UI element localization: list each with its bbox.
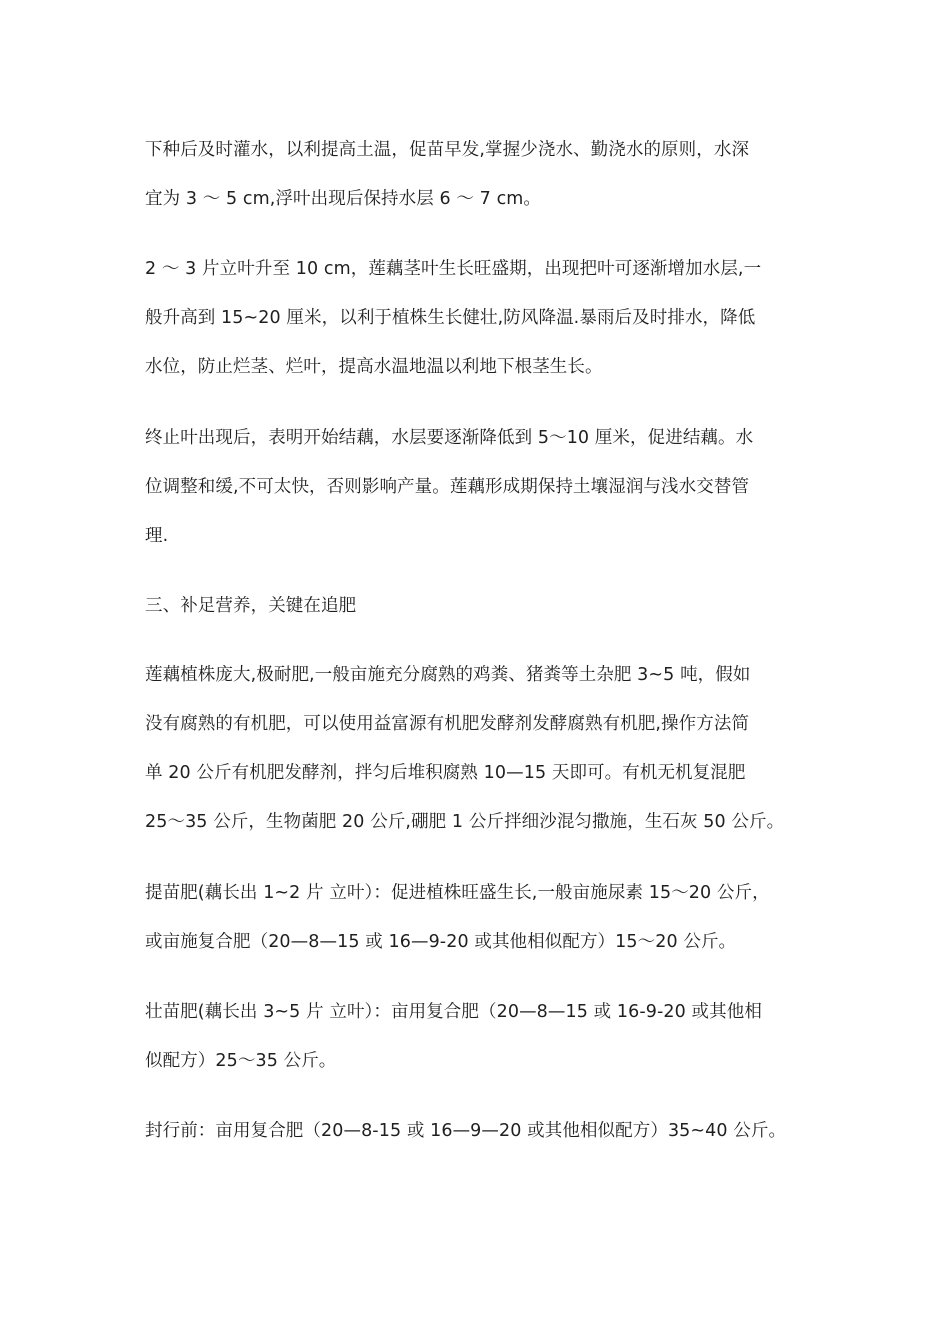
text-line: 般升高到 15~20 厘米，以利于植株生长健壮,防风降温.暴雨后及时排水，降低 xyxy=(145,308,756,328)
text-line: 水位，防止烂茎、烂叶，提高水温地温以利地下根茎生长。 xyxy=(145,357,603,377)
paragraph-irrigation-late xyxy=(145,414,825,561)
paragraph-irrigation-growth xyxy=(145,245,825,392)
section-heading-text: 三、补足营养，关键在追肥 xyxy=(145,596,357,616)
paragraph-strong-seedling-fertilizer xyxy=(145,988,825,1086)
text-line: 壮苗肥(藕长出 3~5 片 立叶）：亩用复合肥（20—8—15 或 16-9-20 或其他相 xyxy=(145,1002,762,1022)
text-line: 似配方）25～35 公斤。 xyxy=(145,1051,337,1071)
text-line: 宜为 3 ～ 5 cm,浮叶出现后保持水层 6 ～ 7 cm。 xyxy=(145,189,542,209)
text-line: 理. xyxy=(145,526,169,546)
text-line: 25～35 公斤，生物菌肥 20 公斤,硼肥 1 公斤拌细沙混匀撒施，生石灰 50 公斤。 xyxy=(145,812,785,832)
section-heading xyxy=(145,582,825,631)
text-line: 莲藕植株庞大,极耐肥,一般亩施充分腐熟的鸡粪、猪粪等土杂肥 3~5 吨，假如 xyxy=(145,665,751,685)
text-line: 封行前：亩用复合肥（20—8-15 或 16—9—20 或其他相似配方）35~40 公斤。 xyxy=(145,1121,787,1141)
text-line: 单 20 公斤有机肥发酵剂，拌匀后堆积腐熟 10—15 天即可。有机无机复混肥 xyxy=(145,763,746,783)
paragraph-seedling-fertilizer xyxy=(145,869,825,967)
text-line: 终止叶出现后，表明开始结藕，水层要逐渐降低到 5～10 厘米，促进结藕。水 xyxy=(145,428,754,448)
text-line: 提苗肥(藕长出 1~2 片 立叶）：促进植株旺盛生长,一般亩施尿素 15～20 公斤， xyxy=(145,883,770,903)
paragraph-pre-closure-fertilizer xyxy=(145,1107,825,1156)
text-line: 2 ～ 3 片立叶升至 10 cm，莲藕茎叶生长旺盛期，出现把叶可逐渐增加水层,一 xyxy=(145,259,762,279)
paragraph-base-fertilizer xyxy=(145,651,825,847)
text-line: 下种后及时灌水，以利提高土温，促苗早发,掌握少浇水、勤浇水的原则，水深 xyxy=(145,140,750,160)
text-line: 位调整和缓,不可太快，否则影响产量。莲藕形成期保持土壤湿润与浅水交替管 xyxy=(145,477,750,497)
paragraph-irrigation-early xyxy=(145,126,825,224)
text-line: 或亩施复合肥（20—8—15 或 16—9-20 或其他相似配方）15～20 公斤。 xyxy=(145,932,737,952)
text-line: 没有腐熟的有机肥，可以使用益富源有机肥发酵剂发酵腐熟有机肥,操作方法简 xyxy=(145,714,750,734)
